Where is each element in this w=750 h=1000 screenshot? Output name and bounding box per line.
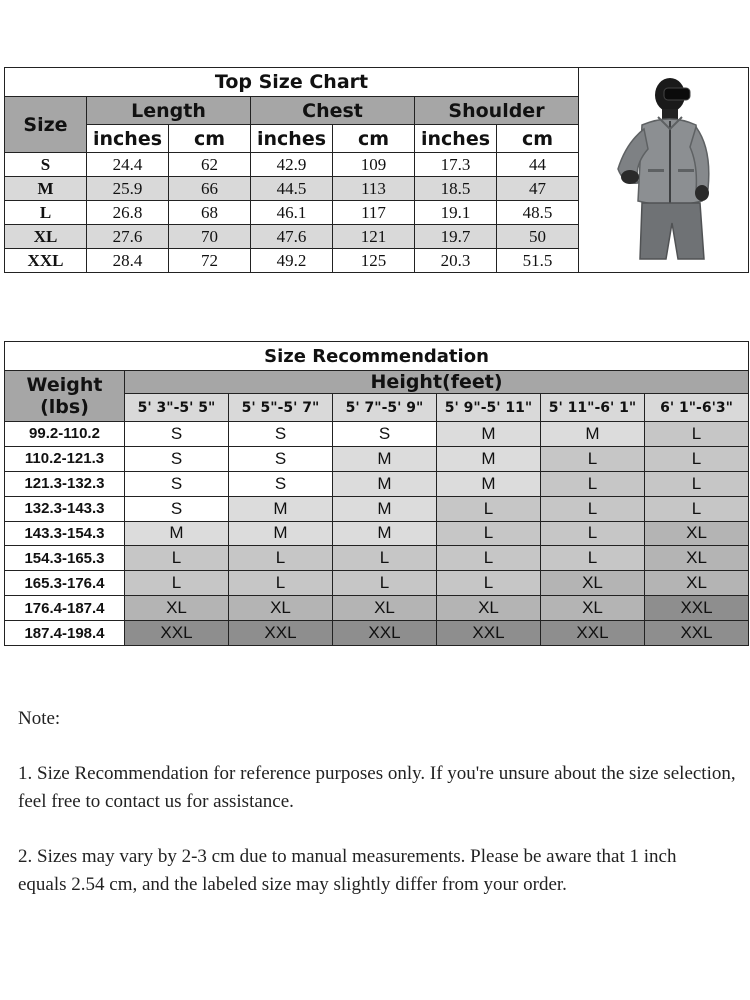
table-row: [5, 422, 749, 447]
recommended-size-cell: XXL: [437, 621, 541, 646]
recommended-size-cell: S: [125, 422, 229, 447]
top-chart-title: Top Size Chart: [5, 68, 579, 97]
table-row: [5, 446, 749, 471]
recommended-size-cell: L: [229, 571, 333, 596]
size-recommendation-table: [4, 341, 749, 646]
recommended-size-cell: L: [229, 546, 333, 571]
recommended-size-cell: L: [437, 546, 541, 571]
weight-range: 110.2-121.3: [5, 446, 125, 471]
recommended-size-cell: XL: [125, 596, 229, 621]
measurement-cell: 70: [169, 225, 251, 249]
recommended-size-cell: M: [541, 422, 645, 447]
table-row: [5, 521, 749, 546]
product-photo: [579, 68, 749, 273]
measurement-cell: 48.5: [497, 201, 579, 225]
recommended-size-cell: XL: [645, 571, 749, 596]
weight-range: 176.4-187.4: [5, 596, 125, 621]
weight-range: 132.3-143.3: [5, 496, 125, 521]
recommended-size-cell: XXL: [125, 621, 229, 646]
measurement-cell: 72: [169, 249, 251, 273]
recommended-size-cell: L: [541, 521, 645, 546]
measurement-cell: 51.5: [497, 249, 579, 273]
recommended-size-cell: L: [541, 496, 645, 521]
recommended-size-cell: L: [437, 496, 541, 521]
note-label: Note:: [18, 708, 61, 729]
recommended-size-cell: XXL: [645, 621, 749, 646]
measurement-cell: 113: [333, 177, 415, 201]
recommended-size-cell: XL: [229, 596, 333, 621]
shoulder-header: Shoulder: [415, 97, 579, 125]
unit-header: cm: [497, 125, 579, 153]
recommended-size-cell: L: [333, 546, 437, 571]
measurement-cell: 28.4: [87, 249, 169, 273]
recommended-size-cell: M: [437, 422, 541, 447]
weight-range: 143.3-154.3: [5, 521, 125, 546]
recommended-size-cell: M: [229, 521, 333, 546]
measurement-cell: 44: [497, 153, 579, 177]
size-label: L: [5, 201, 87, 225]
recommended-size-cell: XL: [541, 571, 645, 596]
recommended-size-cell: L: [645, 471, 749, 496]
recommended-size-cell: M: [333, 521, 437, 546]
weight-range: 121.3-132.3: [5, 471, 125, 496]
measurement-cell: 62: [169, 153, 251, 177]
table-row: [5, 471, 749, 496]
recommended-size-cell: XXL: [333, 621, 437, 646]
weight-range: 165.3-176.4: [5, 571, 125, 596]
recommended-size-cell: S: [229, 422, 333, 447]
measurement-cell: 68: [169, 201, 251, 225]
weight-header: [5, 371, 125, 422]
size-label: XXL: [5, 249, 87, 273]
recommended-size-cell: XL: [645, 521, 749, 546]
recommended-size-cell: M: [125, 521, 229, 546]
recommended-size-cell: L: [125, 546, 229, 571]
recommended-size-cell: XXL: [541, 621, 645, 646]
recommended-size-cell: S: [125, 496, 229, 521]
table-row: [5, 571, 749, 596]
recommended-size-cell: XXL: [229, 621, 333, 646]
recommended-size-cell: S: [125, 446, 229, 471]
height-header: Height(feet): [125, 371, 749, 394]
unit-header: cm: [333, 125, 415, 153]
height-range-header: 5' 3"-5' 5": [125, 394, 229, 422]
recommended-size-cell: L: [645, 496, 749, 521]
recommended-size-cell: M: [437, 471, 541, 496]
height-range-header: 5' 11"-6' 1": [541, 394, 645, 422]
recommendation-title: Size Recommendation: [5, 342, 749, 371]
recommended-size-cell: S: [229, 471, 333, 496]
measurement-cell: 19.1: [415, 201, 497, 225]
measurement-cell: 109: [333, 153, 415, 177]
measurement-cell: 27.6: [87, 225, 169, 249]
size-label: XL: [5, 225, 87, 249]
recommended-size-cell: M: [437, 446, 541, 471]
weight-range: 154.3-165.3: [5, 546, 125, 571]
measurement-cell: 46.1: [251, 201, 333, 225]
recommended-size-cell: S: [333, 422, 437, 447]
weight-header-label: Weight: [26, 374, 103, 396]
measurement-cell: 42.9: [251, 153, 333, 177]
measurement-cell: 66: [169, 177, 251, 201]
length-header: Length: [87, 97, 251, 125]
unit-header: inches: [87, 125, 169, 153]
top-size-chart: [4, 67, 749, 273]
recommended-size-cell: L: [437, 571, 541, 596]
measurement-cell: 47: [497, 177, 579, 201]
recommended-size-cell: XXL: [645, 596, 749, 621]
chest-header: Chest: [251, 97, 415, 125]
measurement-cell: 24.4: [87, 153, 169, 177]
recommended-size-cell: M: [333, 471, 437, 496]
measurement-cell: 17.3: [415, 153, 497, 177]
recommended-size-cell: L: [125, 571, 229, 596]
measurement-cell: 117: [333, 201, 415, 225]
recommended-size-cell: XL: [541, 596, 645, 621]
measurement-cell: 49.2: [251, 249, 333, 273]
weight-header-unit: (lbs): [40, 396, 89, 418]
recommended-size-cell: L: [437, 521, 541, 546]
measurement-cell: 121: [333, 225, 415, 249]
table-row: [5, 596, 749, 621]
recommended-size-cell: S: [125, 471, 229, 496]
measurement-cell: 25.9: [87, 177, 169, 201]
measurement-cell: 26.8: [87, 201, 169, 225]
recommended-size-cell: L: [645, 422, 749, 447]
measurement-cell: 20.3: [415, 249, 497, 273]
note-item: 1. Size Recommendation for reference purposes only. If you're unsure about the size selection, feel free to contact us for assistance.: [18, 763, 736, 812]
size-label: S: [5, 153, 87, 177]
unit-header: inches: [251, 125, 333, 153]
recommended-size-cell: XL: [645, 546, 749, 571]
recommended-size-cell: L: [645, 446, 749, 471]
height-range-header: 5' 5"-5' 7": [229, 394, 333, 422]
measurement-cell: 47.6: [251, 225, 333, 249]
measurement-cell: 125: [333, 249, 415, 273]
recommended-size-cell: M: [229, 496, 333, 521]
measurement-cell: 18.5: [415, 177, 497, 201]
recommended-size-cell: L: [333, 571, 437, 596]
size-label: M: [5, 177, 87, 201]
height-range-header: 6' 1"-6'3": [645, 394, 749, 422]
recommended-size-cell: XL: [437, 596, 541, 621]
weight-range: 99.2-110.2: [5, 422, 125, 447]
recommended-size-cell: M: [333, 446, 437, 471]
unit-header: inches: [415, 125, 497, 153]
recommended-size-cell: L: [541, 546, 645, 571]
table-row: [5, 496, 749, 521]
unit-header: cm: [169, 125, 251, 153]
height-range-header: 5' 9"-5' 11": [437, 394, 541, 422]
table-row: [5, 546, 749, 571]
weight-range: 187.4-198.4: [5, 621, 125, 646]
recommended-size-cell: M: [333, 496, 437, 521]
table-row: [5, 621, 749, 646]
size-column-header: Size: [5, 97, 87, 153]
jacket-model-image: [604, 73, 724, 263]
height-range-header: 5' 7"-5' 9": [333, 394, 437, 422]
measurement-cell: 19.7: [415, 225, 497, 249]
measurement-cell: 44.5: [251, 177, 333, 201]
recommended-size-cell: L: [541, 471, 645, 496]
measurement-cell: 50: [497, 225, 579, 249]
recommended-size-cell: XL: [333, 596, 437, 621]
recommended-size-cell: L: [541, 446, 645, 471]
note-item: 2. Sizes may vary by 2-3 cm due to manual measurements. Please be aware that 1 inch equals 2.54 cm, and the labeled size may slightly differ from your order.: [18, 846, 677, 895]
recommended-size-cell: S: [229, 446, 333, 471]
